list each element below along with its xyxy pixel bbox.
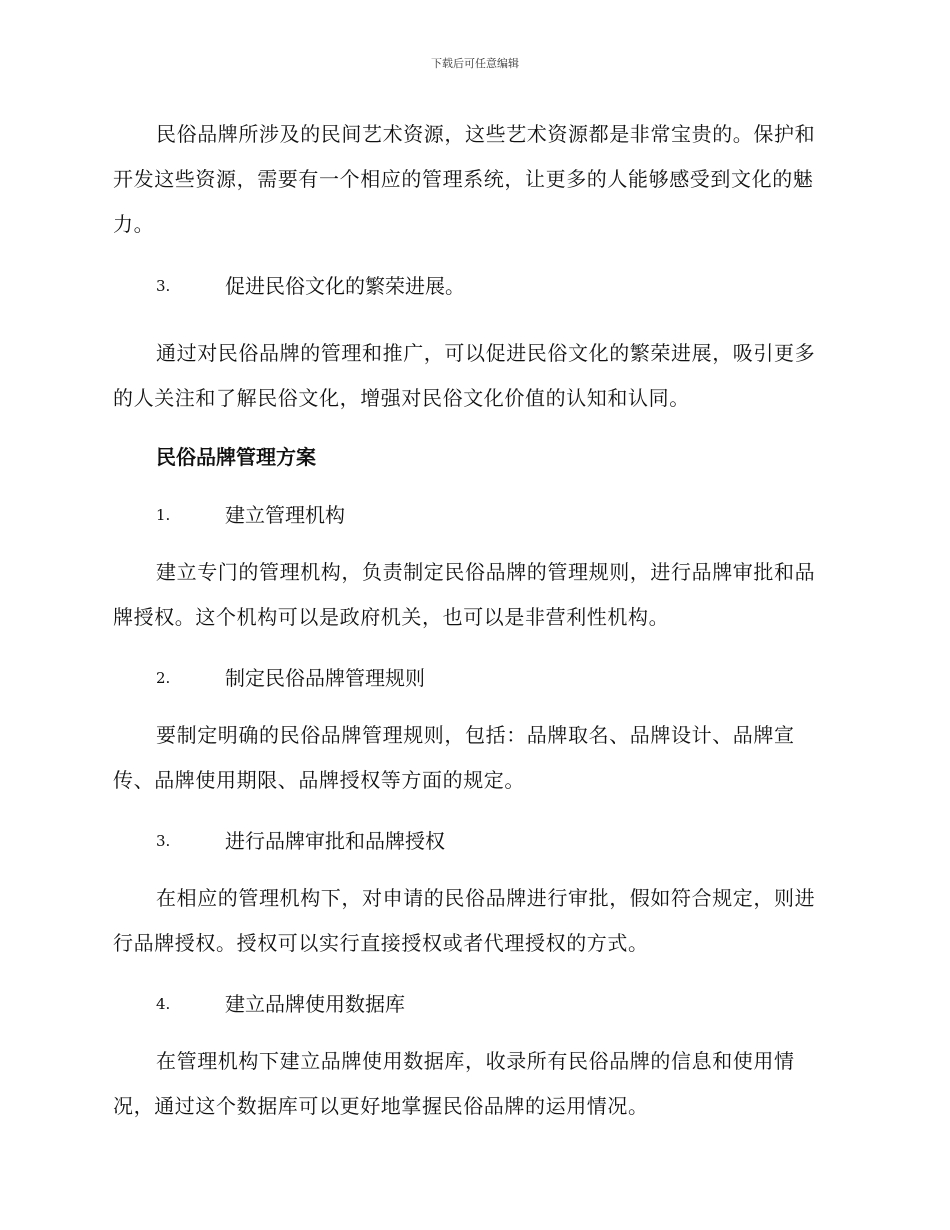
document-body xyxy=(113,112,833,1129)
section-heading: 民俗品牌管理方案 xyxy=(156,445,316,469)
list-item xyxy=(113,828,833,854)
list-number: 2. xyxy=(156,669,171,687)
list-number: 3. xyxy=(156,277,171,295)
paragraph: 通过对民俗品牌的管理和推广，可以促进民俗文化的繁荣进展，吸引更多的人关注和了解民俗文化，增强对民俗文化价值的认知和认同。 xyxy=(113,341,816,410)
list-item-text: 进行品牌审批和品牌授权 xyxy=(225,829,445,853)
paragraph: 要制定明确的民俗品牌管理规则，包括：品牌取名、品牌设计、品牌宣传、品牌使用期限、品牌授权等方面的规定。 xyxy=(113,723,795,792)
paragraph: 民俗品牌所涉及的民间艺术资源，这些艺术资源都是非常宝贵的。保护和开发这些资源，需要有一个相应的管理系统，让更多的人能够感受到文化的魅力。 xyxy=(113,122,816,236)
paragraph: 建立专门的管理机构，负责制定民俗品牌的管理规则，进行品牌审批和品牌授权。这个机构可以是政府机关，也可以是非营利性机构。 xyxy=(113,560,816,629)
list-item-text: 建立管理机构 xyxy=(225,503,345,527)
list-item xyxy=(113,273,833,299)
list-number: 1. xyxy=(156,506,171,524)
list-item-text: 制定民俗品牌管理规则 xyxy=(225,666,425,690)
paragraph: 在管理机构下建立品牌使用数据库，收录所有民俗品牌的信息和使用情况，通过这个数据库可以更好地掌握民俗品牌的运用情况。 xyxy=(113,1049,795,1118)
paragraph: 在相应的管理机构下，对申请的民俗品牌进行审批，假如符合规定，则进行品牌授权。授权可以实行直接授权或者代理授权的方式。 xyxy=(113,886,816,955)
list-item-text: 建立品牌使用数据库 xyxy=(225,992,405,1016)
list-item xyxy=(113,502,833,528)
list-number: 4. xyxy=(156,995,171,1013)
list-item-text: 促进民俗文化的繁荣进展。 xyxy=(225,274,465,298)
list-number: 3. xyxy=(156,832,171,850)
page-header: 下载后可任意编辑 xyxy=(431,57,519,70)
list-item xyxy=(113,665,833,691)
list-item xyxy=(113,991,833,1017)
